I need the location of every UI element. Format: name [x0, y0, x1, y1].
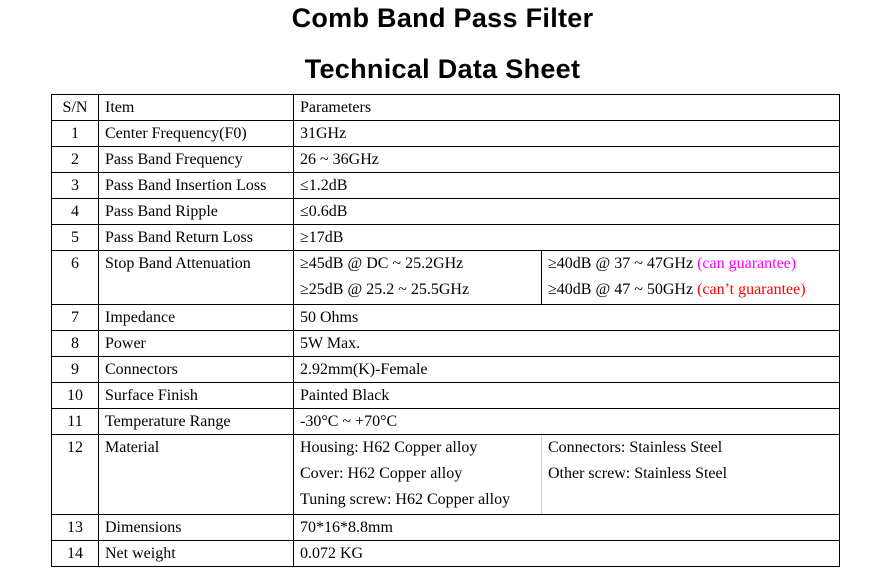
material-line: Housing: H62 Copper alloy — [300, 439, 478, 456]
table-row — [52, 251, 840, 305]
row-value: 31GHz — [294, 121, 840, 147]
spec-table — [51, 94, 840, 567]
row-value: 26 ~ 36GHz — [294, 147, 840, 173]
row-value — [294, 435, 840, 515]
no-guarantee-note: (can’t guarantee) — [697, 281, 806, 298]
row-sn: 14 — [52, 541, 99, 567]
material-line: Cover: H62 Copper alloy — [300, 465, 463, 482]
row-sn: 10 — [52, 383, 99, 409]
table-row — [52, 383, 840, 409]
table-row — [52, 121, 840, 147]
row-sn: 7 — [52, 305, 99, 331]
table-row — [52, 147, 840, 173]
row-value: 0.072 KG — [294, 541, 840, 567]
stopband-line: ≥40dB @ 37 ~ 47GHz (can guarantee) — [548, 255, 797, 272]
row-value — [294, 251, 840, 305]
table-row — [52, 225, 840, 251]
table-row — [52, 199, 840, 225]
row-item: Impedance — [99, 305, 294, 331]
row-value: 5W Max. — [294, 331, 840, 357]
table-row — [52, 435, 840, 515]
row-item: Center Frequency(F0) — [99, 121, 294, 147]
row-sn: 2 — [52, 147, 99, 173]
table-row — [52, 515, 840, 541]
header-parameters: Parameters — [294, 95, 840, 121]
header-item: Item — [99, 95, 294, 121]
row-item: Pass Band Return Loss — [99, 225, 294, 251]
table-row — [52, 305, 840, 331]
row-value: 50 Ohms — [294, 305, 840, 331]
table-row — [52, 173, 840, 199]
row-item: Dimensions — [99, 515, 294, 541]
row-item: Connectors — [99, 357, 294, 383]
table-row — [52, 409, 840, 435]
table-header-row — [52, 95, 840, 121]
row-sn: 8 — [52, 331, 99, 357]
row-item: Temperature Range — [99, 409, 294, 435]
stopband-line: ≥40dB @ 47 ~ 50GHz (can’t guarantee) — [548, 281, 806, 298]
row-item: Stop Band Attenuation — [99, 251, 294, 305]
row-sn: 5 — [52, 225, 99, 251]
stopband-line: ≥45dB @ DC ~ 25.2GHz — [300, 255, 464, 272]
row-item: Pass Band Ripple — [99, 199, 294, 225]
document-title: Comb Band Pass Filter — [291, 3, 594, 33]
material-line: Connectors: Stainless Steel — [548, 439, 723, 456]
row-value: -30°C ~ +70°C — [294, 409, 840, 435]
row-sn: 9 — [52, 357, 99, 383]
row-item: Net weight — [99, 541, 294, 567]
row-item: Power — [99, 331, 294, 357]
row-sn: 3 — [52, 173, 99, 199]
row-sn: 13 — [52, 515, 99, 541]
header-sn: S/N — [52, 95, 99, 121]
row-sn: 12 — [52, 435, 99, 515]
row-item: Surface Finish — [99, 383, 294, 409]
row-value: Painted Black — [294, 383, 840, 409]
table-row — [52, 331, 840, 357]
table-row — [52, 541, 840, 567]
row-item: Pass Band Frequency — [99, 147, 294, 173]
row-sn: 6 — [52, 251, 99, 305]
row-item: Pass Band Insertion Loss — [99, 173, 294, 199]
row-value: ≤0.6dB — [294, 199, 840, 225]
row-value: ≤1.2dB — [294, 173, 840, 199]
table-row — [52, 357, 840, 383]
row-sn: 11 — [52, 409, 99, 435]
row-value: 2.92mm(K)-Female — [294, 357, 840, 383]
material-line: Tuning screw: H62 Copper alloy — [300, 491, 511, 508]
row-sn: 4 — [52, 199, 99, 225]
row-value: 70*16*8.8mm — [294, 515, 840, 541]
stopband-line: ≥25dB @ 25.2 ~ 25.5GHz — [300, 281, 470, 298]
row-item: Material — [99, 435, 294, 515]
guarantee-note: (can guarantee) — [697, 255, 797, 272]
document-subtitle: Technical Data Sheet — [304, 54, 581, 84]
material-line: Other screw: Stainless Steel — [548, 465, 728, 482]
row-sn: 1 — [52, 121, 99, 147]
row-value: ≥17dB — [294, 225, 840, 251]
